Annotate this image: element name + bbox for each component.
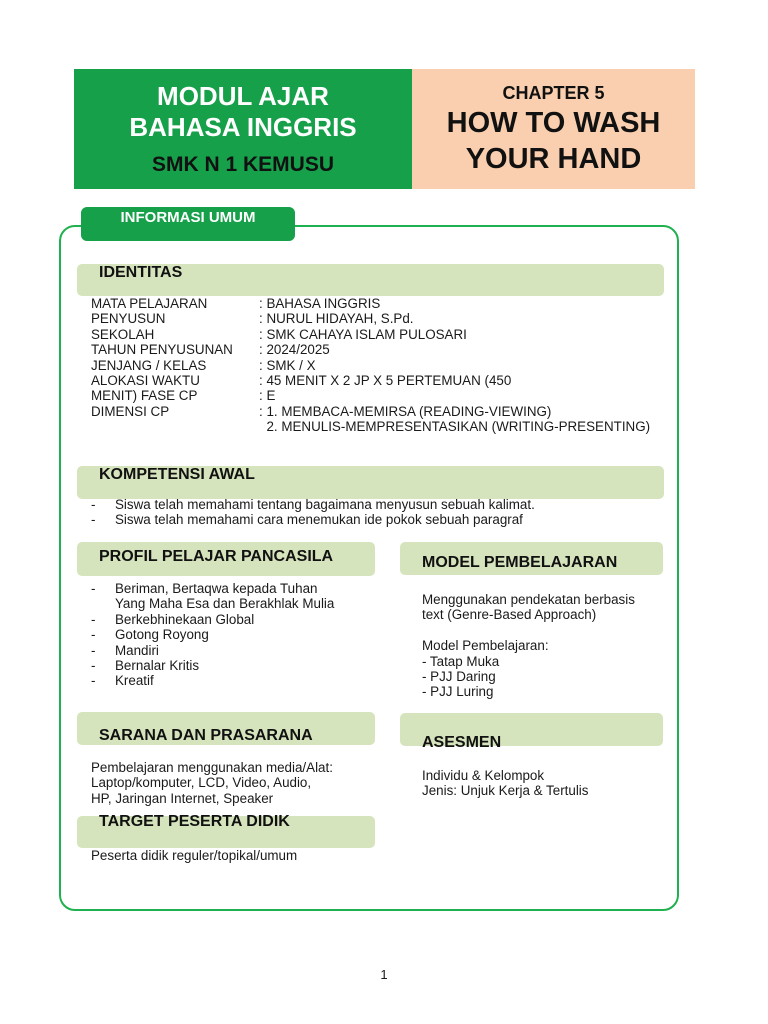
identitas-value: : BAHASA INGGRIS [259,296,381,311]
kompetensi-list [91,497,671,528]
sarana-body [91,760,381,806]
asesmen-heading-text: ASESMEN [422,734,502,751]
identitas-label: TAHUN PENYUSUNAN [91,342,233,358]
identitas-value: : NURUL HIDAYAH, S.Pd. [259,311,414,327]
identitas-row [91,296,681,311]
sarana-line3: HP, Jaringan Internet, Speaker [91,790,274,806]
list-item: - Bernalar Kritis [91,658,200,674]
asesmen-line2: Jenis: Unjuk Kerja & Tertulis [422,783,589,799]
sarana-heading [77,712,375,745]
profil-list [91,581,351,689]
identitas-row [91,404,681,419]
module-title-line1: MODUL AJAR [157,81,329,111]
kompetensi-heading [77,466,664,499]
identitas-label: ALOKASI WAKTU [91,373,200,389]
chapter-block [412,69,695,189]
identitas-label: MATA PELAJARAN [91,296,208,311]
profil-heading-text: PROFIL PELAJAR PANCASILA [99,548,334,565]
identitas-value: 2. MENULIS-MEMPRESENTASIKAN (WRITING-PRESENTING) [259,419,651,435]
module-title-line2: BAHASA INGGRIS [129,112,357,142]
chapter-title-line1: HOW TO WASH [446,106,661,139]
identitas-row [91,419,681,434]
identitas-row [91,373,681,388]
identitas-value: : SMK / X [259,357,316,373]
identitas-label: PENYUSUN [91,311,166,327]
model-intro-line2: text (Genre-Based Approach) [422,607,597,623]
profil-heading [77,542,375,576]
identitas-value: : 2024/2025 [259,342,330,358]
list-item: - Beriman, Bertaqwa kepada Tuhan Yang Maha Esa dan Berakhlak Mulia [91,581,335,612]
chapter-label: CHAPTER 5 [502,82,605,103]
identitas-table [91,296,681,435]
identitas-row [91,342,681,357]
identitas-label: SEKOLAH [91,326,155,342]
list-item: - Mandiri [91,642,159,658]
list-item: - PJJ Daring [422,669,496,685]
identitas-label: JENJANG / KELAS [91,357,207,373]
model-intro-line1: Menggunakan pendekatan berbasis [422,592,635,607]
identitas-value: : SMK CAHAYA ISLAM PULOSARI [259,326,467,342]
asesmen-heading [400,713,663,751]
model-heading [400,542,663,575]
identitas-heading-text: IDENTITAS [99,264,183,281]
model-body [422,592,672,700]
sarana-line1: Pembelajaran menggunakan media/Alat: [91,760,333,775]
identitas-row [91,388,681,403]
page-number: 1 [380,967,388,982]
model-sub-heading: Model Pembelajaran: [422,638,549,654]
list-item: - Tatap Muka [422,653,500,669]
identitas-row [91,358,681,373]
list-item: - Gotong Royong [91,627,209,643]
model-heading-text: MODEL PEMBELAJARAN [422,554,618,571]
list-item: - Kreatif [91,673,154,689]
identitas-row [91,327,681,342]
identitas-label: MENIT) FASE CP [91,388,198,404]
asesmen-body [422,768,672,799]
list-item: - Berkebhinekaan Global [91,611,255,627]
module-title-block [74,69,412,189]
list-item: - Siswa telah memahami cara menemukan ide pokok sebuah paragraf [91,512,523,528]
list-item: - PJJ Luring [422,684,494,700]
kompetensi-heading-text: KOMPETENSI AWAL [99,466,255,483]
info-tab: INFORMASI UMUM [81,207,295,241]
chapter-title-line2: YOUR HAND [465,142,642,175]
sarana-line2: Laptop/komputer, LCD, Video, Audio, [91,775,312,791]
target-heading-text: TARGET PESERTA DIDIK [99,813,290,830]
target-heading [77,813,375,848]
identitas-row [91,311,681,326]
identitas-heading [77,264,664,296]
sarana-heading-text: SARANA DAN PRASARANA [99,727,313,744]
school-name: SMK N 1 KEMUSU [151,153,335,176]
identitas-value: : 1. MEMBACA-MEMIRSA (READING-VIEWING) [259,403,552,419]
list-item: - Siswa telah memahami tentang bagaimana menyusun sebuah kalimat. [91,497,535,512]
asesmen-line1: Individu & Kelompok [422,768,545,783]
identitas-value: : 45 MENIT X 2 JP X 5 PERTEMUAN (450 [259,373,512,389]
identitas-label [91,419,259,434]
identitas-label: DIMENSI CP [91,403,170,419]
identitas-value: : E [259,388,276,404]
target-body: Peserta didik reguler/topikal/umum [91,848,298,863]
